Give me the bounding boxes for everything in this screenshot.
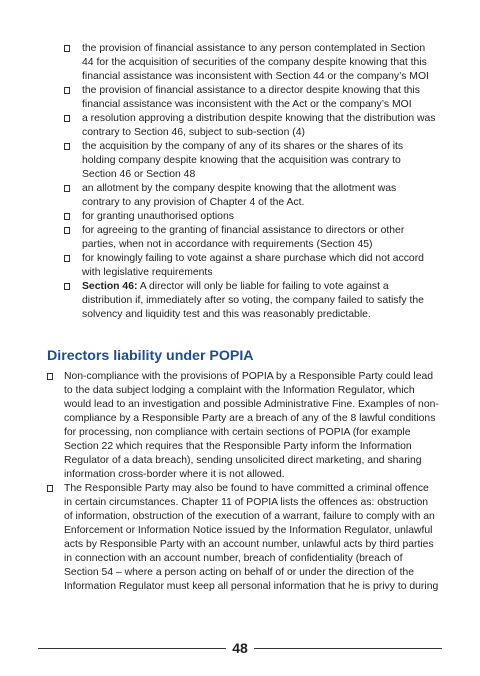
list-item-text: for agreeing to the granting of financial assistance to directors or other parties, when not in accordance with requirements (Section 45) <box>82 225 405 250</box>
list-item <box>47 370 439 482</box>
list-item-text: an allotment by the company despite knowing that the allotment was contrary to any provision of Chapter 4 of the Act. <box>82 183 397 208</box>
list-item <box>64 252 436 280</box>
list-item <box>64 182 436 210</box>
list-item <box>64 140 436 182</box>
section-46-text: A director will only be liable for failing to vote against a distribution if, immediately after so voting, the company failed to satisfy the solvency and liquidity test and this was reasonably predictable. <box>82 281 424 320</box>
list-item-text: the provision of financial assistance to any person contemplated in Section 44 for the acquisition of securities of the company despite knowing that this financial assistance was inconsistent with Section 44 or the company’s MOI <box>82 43 429 82</box>
list-item-text: for granting unauthorised options <box>82 211 234 222</box>
list-item <box>47 482 439 594</box>
list-item <box>64 112 436 140</box>
square-bullet-icon <box>64 115 70 122</box>
square-bullet-icon <box>64 143 70 150</box>
square-bullet-icon <box>64 87 70 94</box>
square-bullet-icon <box>47 373 53 380</box>
square-bullet-icon <box>64 283 70 290</box>
popia-list <box>47 370 439 594</box>
list-item-text: a resolution approving a distribution despite knowing that the distribution was contrary to Section 46, subject to sub-section (4) <box>82 113 436 138</box>
list-item-text: The Responsible Party may also be found to have committed a criminal offence in certain circumstances. Chapter 11 of POPIA lists the offences as: obstruction of information, obstruction of the execution of a warrant, failure to comply with an Enforcement or Information Notice issued by the Information Regulator, unlawful acts by Responsible Party with an account number, unlawful acts by third parties in connection with an account number, breach of confidentiality (breach of Section 54 – where a person acting on behalf of or under the direction of the Information Regulator must keep all personal information that he is privy to during <box>64 483 439 592</box>
list-item-text: the provision of financial assistance to a director despite knowing that this financial assistance was inconsistent with the Act or the company’s MOI <box>82 85 420 110</box>
square-bullet-icon <box>64 227 70 234</box>
page-number: 48 <box>232 640 248 656</box>
section-heading: Directors liability under POPIA <box>47 348 254 364</box>
liability-list <box>64 42 436 322</box>
footer-rule-left <box>38 648 226 649</box>
square-bullet-icon <box>64 185 70 192</box>
list-item-text: Non-compliance with the provisions of POPIA by a Responsible Party could lead to the data subject lodging a complaint with the Information Regulator, which would lead to an investigation and possible Administrative Fine. Examples of non-compliance by a Responsible Party are a breach of any of the 8 lawful conditions for processing, non compliance with certain sections of POPIA (for example Section 22 which requires that the Responsible Party inform the Information Regulator of a data breach), sending unsolicited direct marketing, and sharing information cross-border where it is not allowed. <box>64 371 439 480</box>
list-item <box>64 224 436 252</box>
list-item-section-46 <box>64 280 436 322</box>
footer-rule-right <box>254 648 442 649</box>
square-bullet-icon <box>47 485 53 492</box>
square-bullet-icon <box>64 255 70 262</box>
list-item <box>64 84 436 112</box>
square-bullet-icon <box>64 45 70 52</box>
list-item <box>64 42 436 84</box>
list-item <box>64 210 436 224</box>
square-bullet-icon <box>64 213 70 220</box>
list-item-text: the acquisition by the company of any of its shares or the shares of its holding company despite knowing that the acquisition was contrary to Section 46 or Section 48 <box>82 141 404 180</box>
list-item-text: for knowingly failing to vote against a share purchase which did not accord with legislative requirements <box>82 253 424 278</box>
section-46-label: Section 46: <box>82 281 138 292</box>
